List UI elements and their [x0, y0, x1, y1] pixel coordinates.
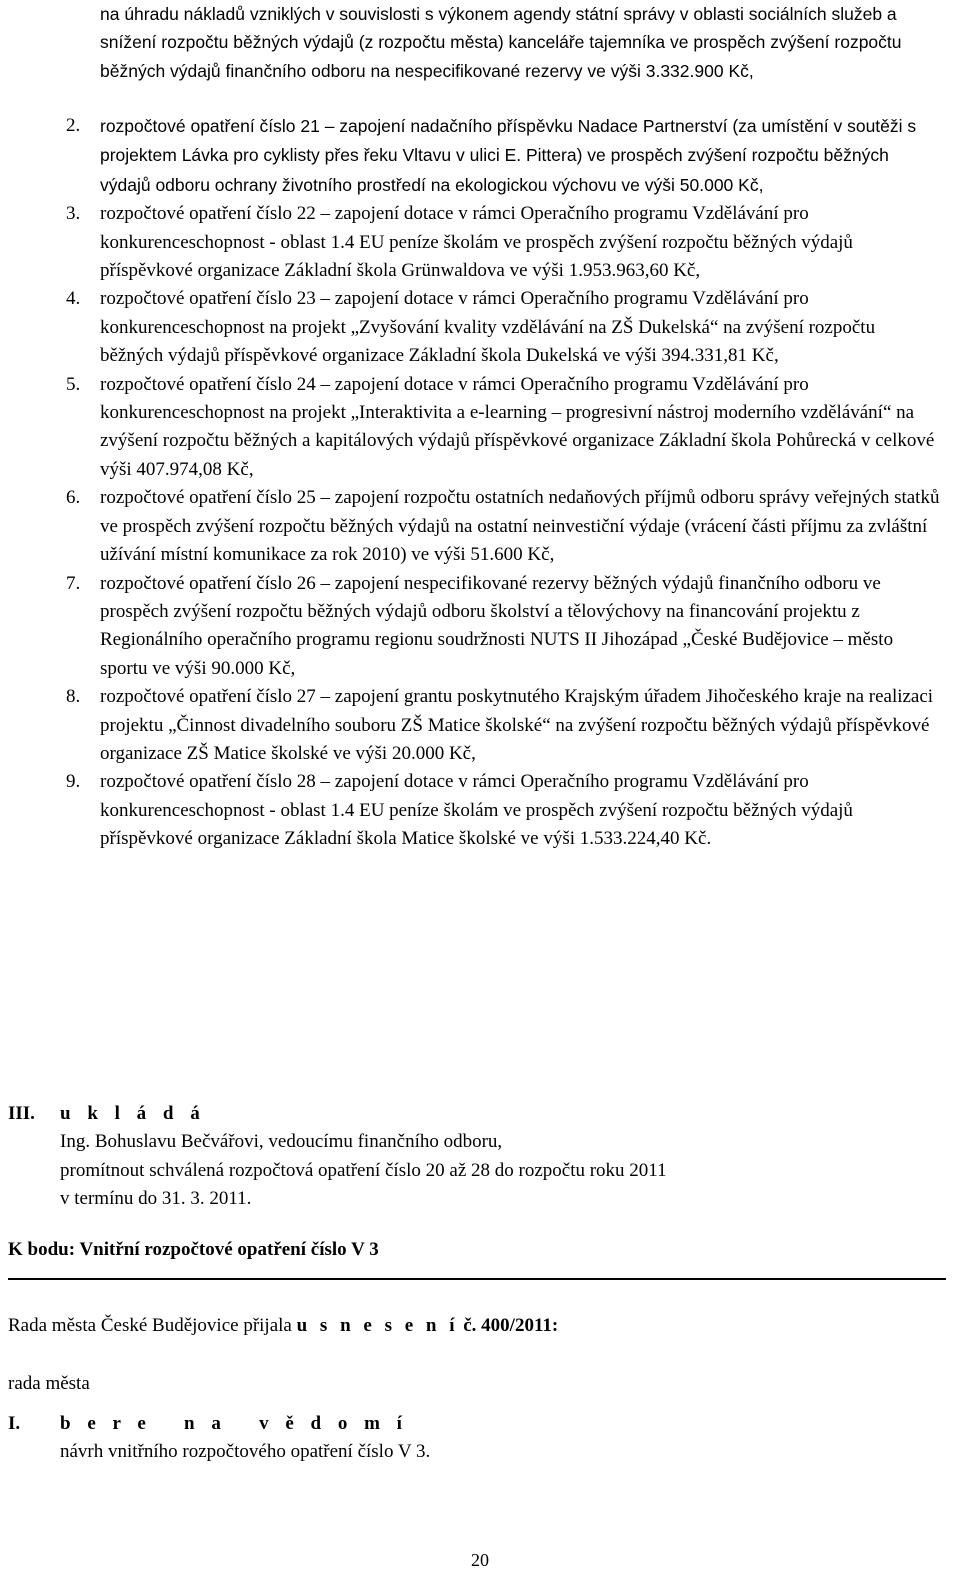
section-roman-numeral: I. — [8, 1413, 21, 1434]
section-verb: u k l á d á — [60, 1103, 206, 1124]
item-text: rozpočtové opatření číslo 23 – zapojení dotace v rámci Operačního programu Vzdělávání pro konkurenceschopnost na projekt „Zvyšování kvality vzdělávání na ZŠ Dukelská“ na zvýšení rozpočtu běžných výdajů příspěvkové organizace Základní škola Dukelská ve výši 394.331,81 Kč, — [100, 288, 876, 367]
page-number: 20 — [471, 1550, 489, 1570]
council-label: rada města — [8, 1373, 90, 1394]
section-i — [8, 1410, 938, 1467]
section-roman-numeral: III. — [8, 1103, 35, 1124]
item-text: rozpočtové opatření číslo 28 – zapojení dotace v rámci Operačního programu Vzdělávání pro konkurenceschopnost - oblast 1.4 EU peníze školám ve prospěch zvýšení rozpočtu běžných výdajů příspěvkové organizace Základní škola Matice školské ve výši 1.533.224,40 Kč. — [100, 771, 853, 850]
list-item — [0, 200, 940, 285]
resolution-number: č. 400/2011: — [463, 1315, 559, 1336]
list-item — [0, 371, 940, 485]
resolution-prefix: Rada města České Budějovice přijala — [8, 1315, 292, 1336]
section-body-line: návrh vnitřního rozpočtového opatření číslo V 3. — [60, 1441, 431, 1463]
item-text: rozpočtové opatření číslo 27 – zapojení grantu poskytnutého Krajským úřadem Jihočeského kraje na realizaci projektu „Činnost divadelního souboru ZŠ Matice školské“ na zvýšení rozpočtu běžných výdajů příspěvkové organizace ZŠ Matice školské ve výši 20.000 Kč, — [100, 686, 934, 764]
item-number: 8. — [66, 686, 81, 708]
section-body-line: v termínu do 31. 3. 2011. — [60, 1188, 252, 1210]
section-body-line: Ing. Bohuslavu Bečvářovi, vedoucímu finančního odboru, — [60, 1131, 503, 1153]
resolution-keyword: u s n e s e n í — [296, 1315, 459, 1336]
measures-list — [0, 112, 960, 854]
list-item — [0, 484, 940, 569]
horizontal-divider — [8, 1278, 946, 1280]
lead-paragraph: na úhradu nákladů vzniklých v souvislosti s výkonem agendy státní správy v oblasti sociálních služeb a snížení rozpočtu běžných výdajů (z rozpočtu města) kanceláře tajemníka ve prospěch zvýšení rozpočtu běžných výdajů finančního odboru na nespecifikované rezervy ve výši 3.332.900 Kč, — [100, 4, 902, 81]
item-text: rozpočtové opatření číslo 26 – zapojení nespecifikované rezervy běžných výdajů finančního odboru ve prospěch zvýšení rozpočtu běžných výdajů odboru školství a tělovýchovy na financování projektu z Regionálního operačního programu regionu soudržnosti NUTS II Jihozápad „České Budějovice – město sportu ve výši 90.000 Kč, — [100, 572, 894, 679]
list-item — [0, 112, 940, 200]
item-number: 2. — [66, 115, 81, 136]
item-number: 7. — [66, 572, 81, 594]
resolution-line — [8, 1312, 558, 1340]
item-text: rozpočtové opatření číslo 21 – zapojení nadačního příspěvku Nadace Partnerství (za umístění v soutěži s projektem Lávka pro cyklisty přes řeku Vltavu v ulici E. Pittera) ve prospěch zvýšení rozpočtu běžných výdajů odboru ochrany životního prostředí na ekologickou výchovu ve výši 50.000 Kč, — [100, 116, 917, 195]
list-item — [0, 768, 940, 853]
item-number: 5. — [66, 373, 81, 395]
item-text: rozpočtové opatření číslo 22 – zapojení dotace v rámci Operačního programu Vzdělávání pro konkurenceschopnost - oblast 1.4 EU peníze školám ve prospěch zvýšení rozpočtu běžných výdajů příspěvkové organizace Základní škola Grünwaldova ve výši 1.953.963,60 Kč, — [100, 203, 853, 282]
list-item — [0, 683, 940, 768]
section-verb: b e r e n a v ě d o m í — [60, 1413, 408, 1434]
item-number: 9. — [66, 771, 81, 793]
item-number: 6. — [66, 487, 81, 509]
section-body-line: promítnout schválená rozpočtová opatření číslo 20 až 28 do rozpočtu roku 2011 — [60, 1159, 667, 1181]
item-number: 3. — [66, 203, 81, 225]
point-heading: K bodu: Vnitřní rozpočtové opatření číslo V 3 — [8, 1239, 379, 1260]
item-text: rozpočtové opatření číslo 25 – zapojení rozpočtu ostatních nedaňových příjmů odboru správy veřejných statků ve prospěch zvýšení rozpočtu běžných výdajů na ostatní neinvestiční výdaje (vrácení části příjmu za zvláštní užívání místní komunikace za rok 2010) ve výši 51.600 Kč, — [100, 487, 940, 566]
section-iii — [8, 1100, 938, 1214]
list-item — [0, 285, 940, 370]
list-item — [0, 570, 940, 684]
item-text: rozpočtové opatření číslo 24 – zapojení dotace v rámci Operačního programu Vzdělávání pro konkurenceschopnost na projekt „Interaktivita a e-learning – progresivní nástroj moderního vzdělávání“ na zvýšení rozpočtu běžných a kapitálových výdajů příspěvkové organizace Základní škola Pohůrecká v celkové výši 407.974,08 Kč, — [100, 373, 935, 480]
item-number: 4. — [66, 288, 81, 310]
